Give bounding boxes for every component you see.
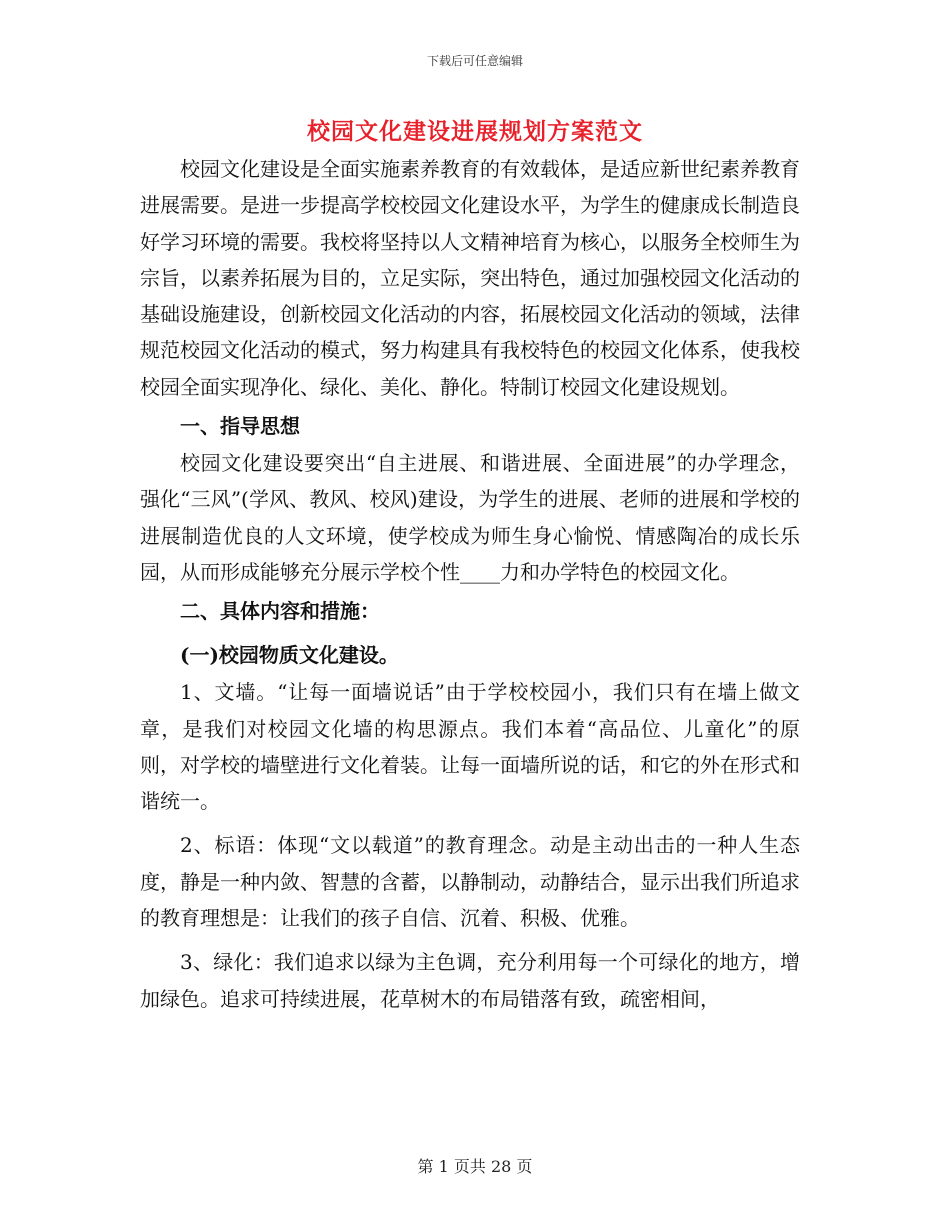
section-heading-content-measures: 二、具体内容和措施： <box>180 599 380 624</box>
section-heading-guiding-ideology: 一、指导思想 <box>180 414 300 439</box>
item-slogan-paragraph: 2、标语：体现“文以载道”的教育理念。动是主动出击的一种人生态度，静是一种内敛、智慧的含蓄，以静制动，动静结合，显示出我们所追求的教育理想是：让我们的孩子自信、沉着、积极、优雅。 <box>140 833 800 931</box>
intro-paragraph: 校园文化建设是全面实施素养教育的有效载体，是适应新世纪素养教育进展需要。是进一步提高学校校园文化建设水平，为学生的健康成长制造良好学习环境的需要。我校将坚持以人文精神培育为核心，以服务全校师生为宗旨，以素养拓展为目的，立足实际，突出特色，通过加强校园文化活动的基础设施建设，创新校园文化活动的内容，拓展校园文化活动的领域，法律规范校园文化活动的模式，努力构建具有我校特色的校园文化体系，使我校校园全面实现净化、绿化、美化、静化。特制订校园文化建设规划。 <box>140 157 800 399</box>
item-greening-paragraph: 3、绿化：我们追求以绿为主色调，充分利用每一个可绿化的地方，增加绿色。追求可持续进展，花草树木的布局错落有致，疏密相间， <box>140 950 800 1011</box>
guiding-ideology-paragraph: 校园文化建设要突出“自主进展、和谐进展、全面进展”的办学理念，强化“三风”(学风、教风、校风)建设，为学生的进展、老师的进展和学校的进展制造优良的人文环境，使学校成为师生身心愉悦、情感陶冶的成长乐园，从而形成能够充分展示学校个性____力和办学特色的校园文化。 <box>140 451 800 584</box>
page-number: 第 1 页共 28 页 <box>417 1157 533 1176</box>
document-body <box>140 151 800 1017</box>
item-culture-wall-paragraph: 1、文墙。“让每一面墙说话”由于学校校园小，我们只有在墙上做文章，是我们对校园文化墙的构思源点。我们本着“高品位、儿童化”的原则，对学校的墙壁进行文化着装。让每一面墙所说的话，和它的外在形式和谐统一。 <box>140 680 800 814</box>
subsection-heading-material-culture: (一)校园物质文化建设。 <box>180 643 399 668</box>
page-header: 下载后可任意编辑 <box>426 54 523 68</box>
document-title: 校园文化建设进展规划方案范文 <box>307 118 643 145</box>
